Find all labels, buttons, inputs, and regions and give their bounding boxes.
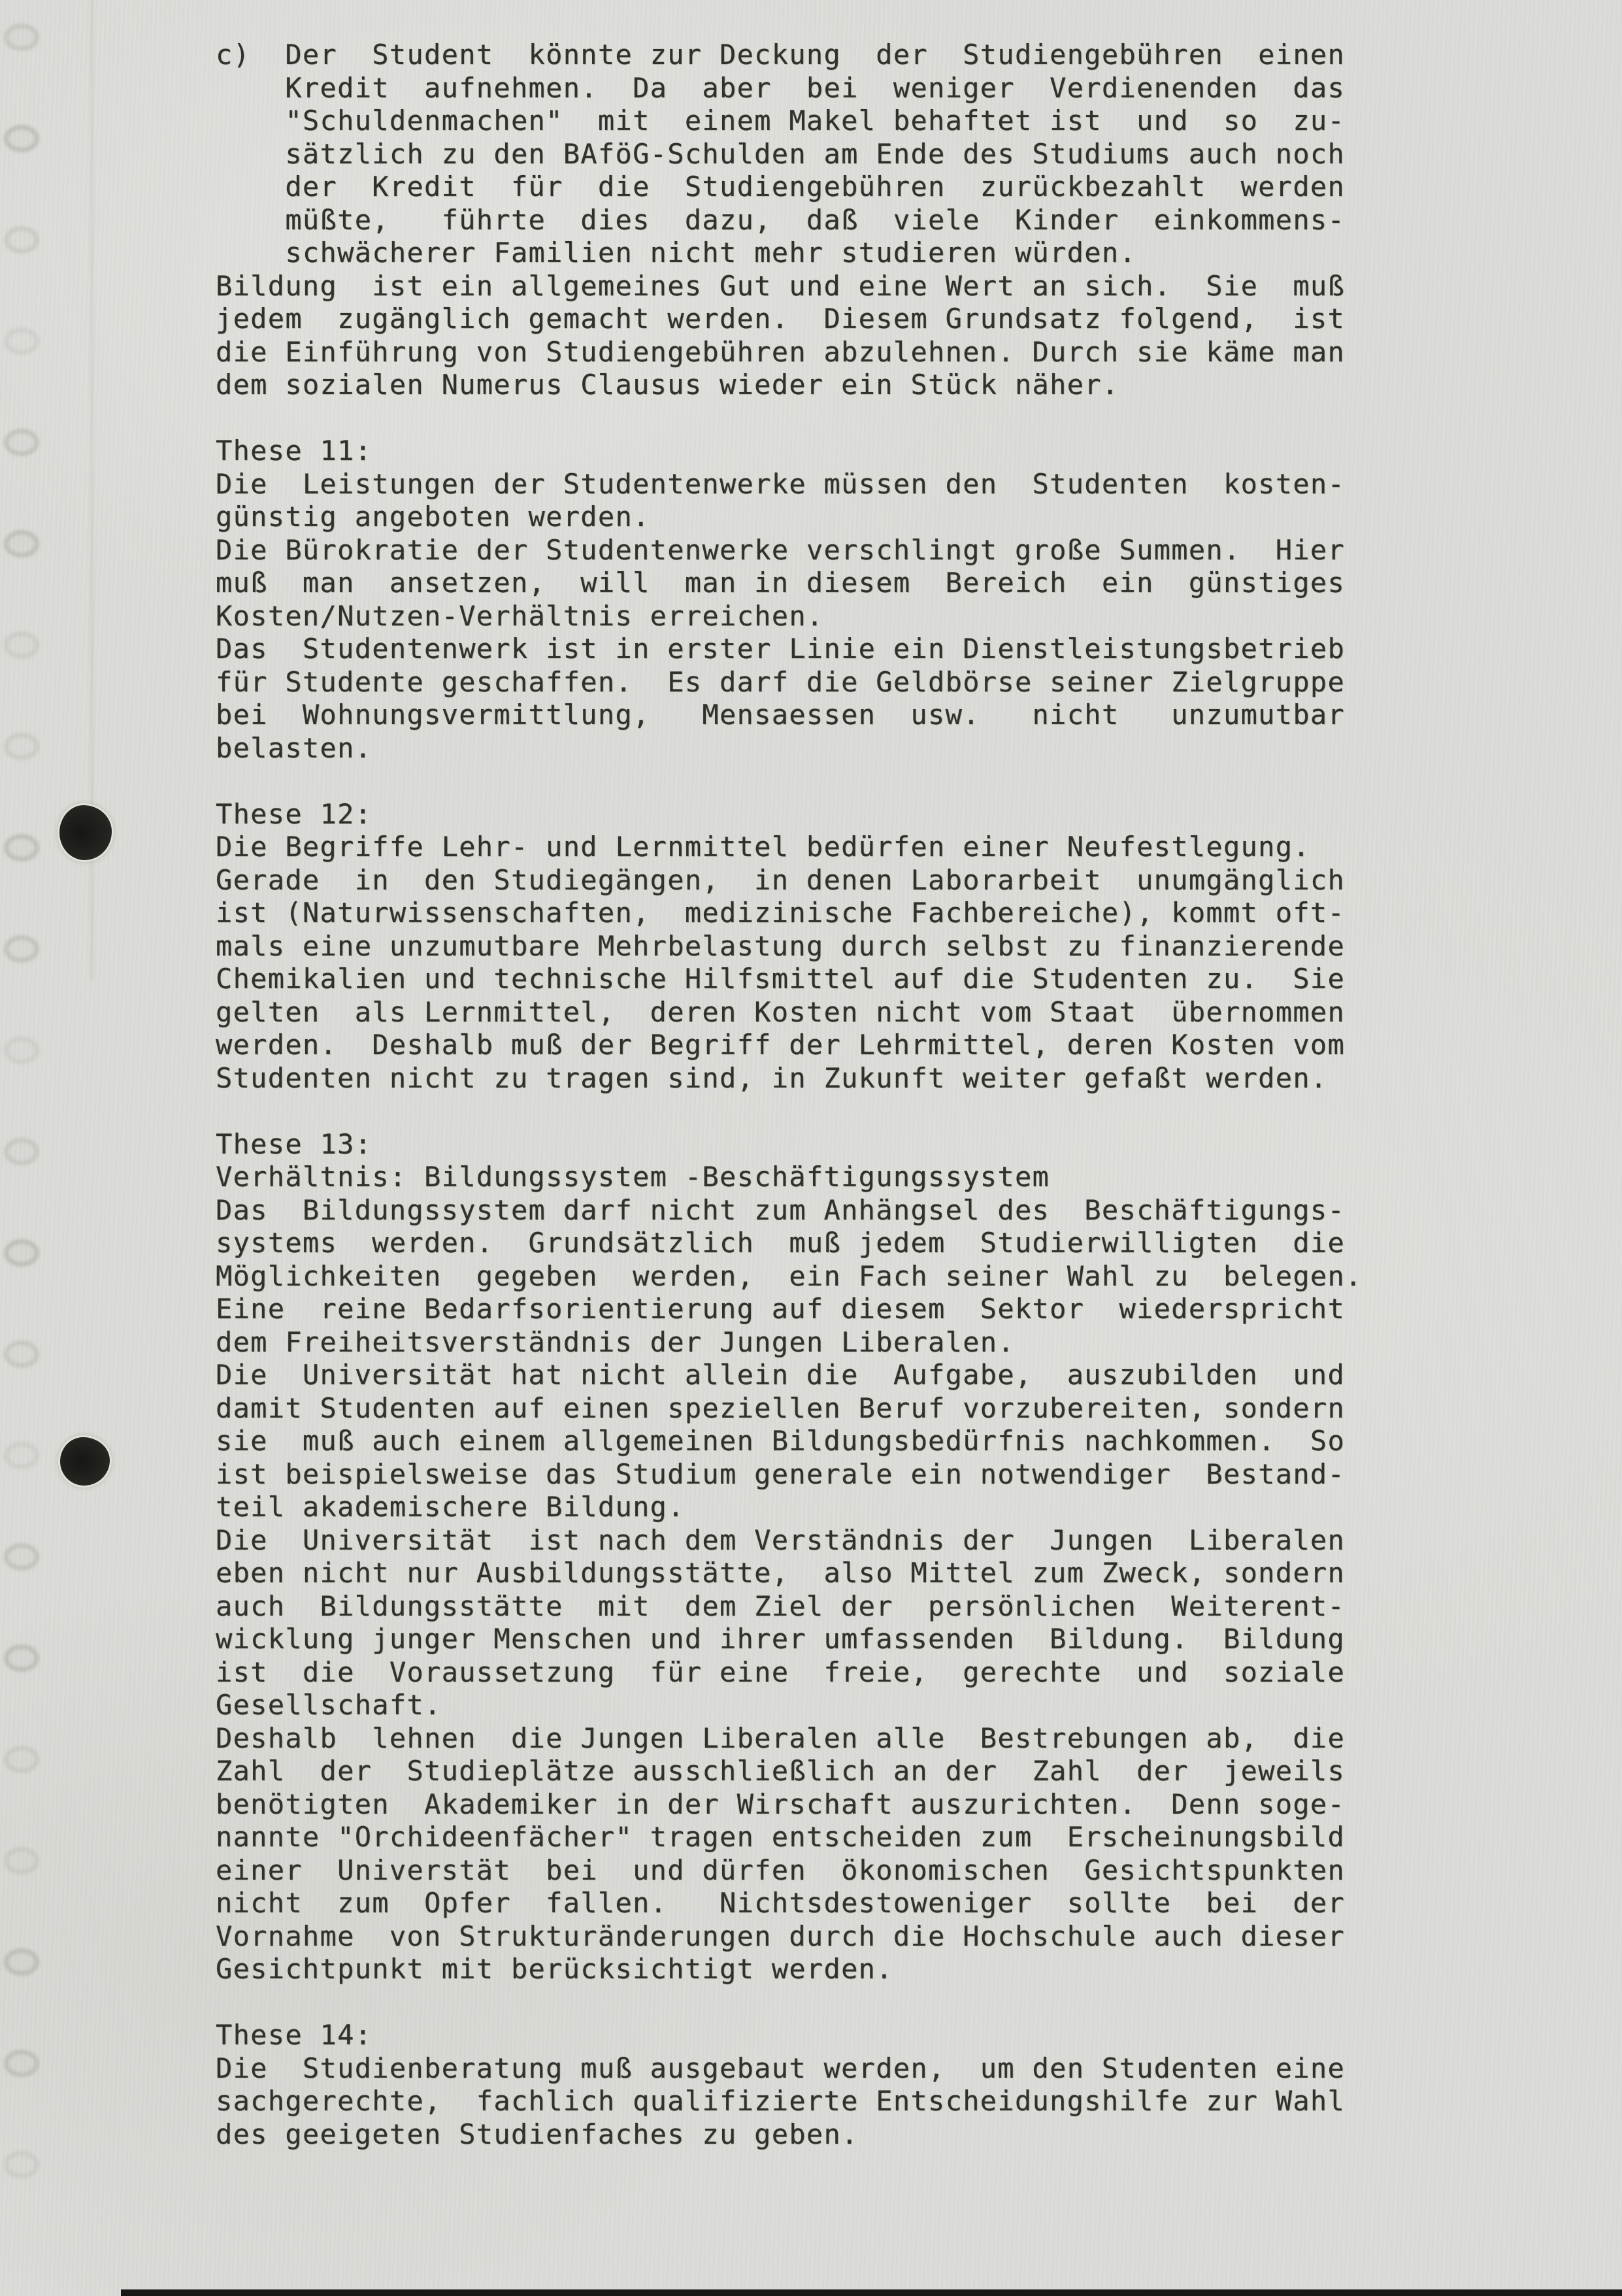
- text-line: damit Studenten auf einen speziellen Beruf vorzubereiten, sondern: [216, 1391, 1346, 1424]
- perforation-mark: [4, 1340, 39, 1368]
- text-line: [216, 1986, 1363, 2020]
- text-line: günstig angeboten werden.: [216, 501, 650, 533]
- text-line: ist (Naturwissenschaften, medizinische Fachbereiche), kommt oft-: [216, 897, 1346, 929]
- text-line: einer Universtät bei und dürfen ökonomischen Gesichtspunkten: [216, 1854, 1346, 1886]
- text-line: mals eine unzumutbare Mehrbelastung durch selbst zu finanzierende: [216, 929, 1346, 962]
- text-line: sätzlich zu den BAföG-Schulden am Ende des Studiums auch noch: [216, 137, 1346, 170]
- punch-hole: [60, 1437, 110, 1486]
- text-line: Gerade in den Studiegängen, in denen Laborarbeit unumgänglich: [216, 863, 1346, 896]
- text-line: teil akademischere Bildung.: [216, 1491, 685, 1523]
- perforation-mark: [4, 1644, 39, 1672]
- perforation-mark: [4, 1543, 39, 1571]
- perforation-mark: [4, 327, 39, 355]
- perforation-mark: [4, 1948, 39, 1976]
- text-line: Die Universität hat nicht allein die Aufgabe, auszubilden und: [216, 1359, 1346, 1391]
- text-line: Studenten nicht zu tragen sind, in Zukunft weiter gefaßt werden.: [216, 1061, 1328, 1094]
- text-line: schwächerer Familien nicht mehr studieren würden.: [216, 237, 1137, 269]
- text-line: werden. Deshalb muß der Begriff der Lehrmittel, deren Kosten vom: [216, 1029, 1346, 1061]
- text-line: nicht zum Opfer fallen. Nichtsdestoweniger sollte bei der: [216, 1887, 1346, 1919]
- text-line: Vornahme von Strukturänderungen durch die Hochschule auch dieser: [216, 1920, 1346, 1952]
- text-line: "Schuldenmachen" mit einem Makel behaftet ist und so zu-: [216, 105, 1346, 137]
- text-line: die Einführung von Studiengebühren abzulehnen. Durch sie käme man: [216, 335, 1346, 368]
- text-line: Kosten/Nutzen-Verhältnis erreichen.: [216, 599, 824, 632]
- text-line: Kredit aufnehmen. Da aber bei weniger Verdienenden das: [216, 71, 1346, 104]
- text-line: Die Begriffe Lehr- und Lernmittel bedürfen einer Neufestlegung.: [216, 831, 1310, 863]
- text-line: nannte "Orchideenfächer" tragen entscheiden zum Erscheinungsbild: [216, 1821, 1346, 1853]
- text-line: wicklung junger Menschen und ihrer umfassenden Bildung. Bildung: [216, 1623, 1346, 1655]
- scan-edge-strip: [121, 2289, 1622, 2296]
- text-line: [216, 402, 1363, 435]
- perforation-mark: [4, 733, 39, 760]
- perforation-mark: [4, 2151, 39, 2178]
- text-line: [216, 765, 1363, 798]
- perforation-mark: [4, 834, 39, 861]
- text-line: Die Bürokratie der Studentenwerke verschlingt große Summen. Hier: [216, 533, 1346, 566]
- perforation-mark: [4, 2050, 39, 2077]
- text-line: benötigten Akademiker in der Wirschaft auszurichten. Denn soge-: [216, 1788, 1346, 1820]
- text-line: ist beispielsweise das Studium generale ein notwendiger Bestand-: [216, 1457, 1346, 1490]
- perforation-mark: [4, 1847, 39, 1874]
- perforation-mark: [4, 631, 39, 659]
- text-line: auch Bildungsstätte mit dem Ziel der persönlichen Weiterent-: [216, 1589, 1346, 1622]
- thesis-heading-line: These 11:: [216, 435, 372, 467]
- thesis-heading-line: These 13:: [216, 1127, 372, 1160]
- text-line: Möglichkeiten gegeben werden, ein Fach seiner Wahl zu belegen.: [216, 1259, 1363, 1292]
- text-line: des geeigeten Studienfaches zu geben.: [216, 2118, 859, 2150]
- text-line: dem Freiheitsverständnis der Jungen Liberalen.: [216, 1325, 1015, 1358]
- text-line: Die Leistungen der Studentenwerke müssen den Studenten kosten-: [216, 467, 1346, 500]
- text-line: Verhältnis: Bildungssystem -Beschäftigungssystem: [216, 1161, 1050, 1193]
- perforation-mark: [4, 125, 39, 152]
- text-line: Das Studentenwerk ist in erster Linie ein Dienstleistungsbetrieb: [216, 633, 1346, 665]
- text-line: Deshalb lehnen die Jungen Liberalen alle Bestrebungen ab, die: [216, 1722, 1346, 1754]
- text-line: jedem zugänglich gemacht werden. Diesem Grundsatz folgend, ist: [216, 303, 1346, 335]
- perforation-mark: [4, 429, 39, 456]
- text-line: für Studente geschaffen. Es darf die Geldbörse seiner Zielgruppe: [216, 665, 1346, 698]
- text-line: [216, 1095, 1363, 1128]
- text-line: der Kredit für die Studiengebühren zurückbezahlt werden: [216, 171, 1346, 203]
- text-line: muß man ansetzen, will man in diesem Bereich ein günstiges: [216, 567, 1346, 599]
- perforation-mark: [4, 530, 39, 557]
- text-line: Zahl der Studieplätze ausschließlich an der Zahl der jeweils: [216, 1755, 1346, 1787]
- perforation-mark: [4, 24, 39, 51]
- text-line: Gesichtpunkt mit berücksichtigt werden.: [216, 1953, 893, 1985]
- text-line: Die Universität ist nach dem Verständnis der Jungen Liberalen: [216, 1523, 1346, 1556]
- thesis-heading-line: These 14:: [216, 2019, 372, 2051]
- text-line: Gesellschaft.: [216, 1689, 442, 1721]
- text-line: sie muß auch einem allgemeinen Bildungsbedürfnis nachkommen. So: [216, 1425, 1346, 1457]
- perforation-mark: [4, 1746, 39, 1773]
- text-line: belasten.: [216, 731, 372, 764]
- text-line: sachgerechte, fachlich qualifizierte Entscheidungshilfe zur Wahl: [216, 2085, 1346, 2117]
- text-line: Die Studienberatung muß ausgebaut werden, um den Studenten eine: [216, 2052, 1346, 2084]
- text-line: Bildung ist ein allgemeines Gut und eine Wert an sich. Sie muß: [216, 269, 1346, 302]
- perforation-mark: [4, 935, 39, 963]
- text-line: bei Wohnungsvermittlung, Mensaessen usw. nicht unzumutbar: [216, 699, 1346, 731]
- text-line: ist die Voraussetzung für eine freie, gerechte und soziale: [216, 1655, 1346, 1688]
- perforation-mark: [4, 226, 39, 254]
- thesis-heading-line: These 12:: [216, 797, 372, 830]
- perforation-mark: [4, 1037, 39, 1064]
- text-line: systems werden. Grundsätzlich muß jedem Studierwilligten die: [216, 1227, 1346, 1259]
- perforation-mark: [4, 1138, 39, 1165]
- perforation-mark: [4, 1239, 39, 1267]
- text-line: dem sozialen Numerus Clausus wieder ein Stück näher.: [216, 369, 1119, 401]
- perforation-mark: [4, 1442, 39, 1469]
- text-line: Das Bildungssystem darf nicht zum Anhängsel des Beschäftigungs-: [216, 1193, 1346, 1226]
- punch-hole: [59, 805, 112, 860]
- typewritten-text: [216, 39, 1363, 2151]
- text-line: eben nicht nur Ausbildungsstätte, also Mittel zum Zweck, sondern: [216, 1557, 1346, 1589]
- text-line: müßte, führte dies dazu, daß viele Kinder einkommens-: [216, 203, 1346, 236]
- text-line: c) Der Student könnte zur Deckung der Studiengebühren einen: [216, 39, 1346, 71]
- text-line: gelten als Lernmittel, deren Kosten nicht vom Staat übernommen: [216, 995, 1346, 1028]
- text-line: Eine reine Bedarfsorientierung auf diesem Sektor wiederspricht: [216, 1293, 1346, 1325]
- text-line: Chemikalien und technische Hilfsmittel auf die Studenten zu. Sie: [216, 963, 1346, 995]
